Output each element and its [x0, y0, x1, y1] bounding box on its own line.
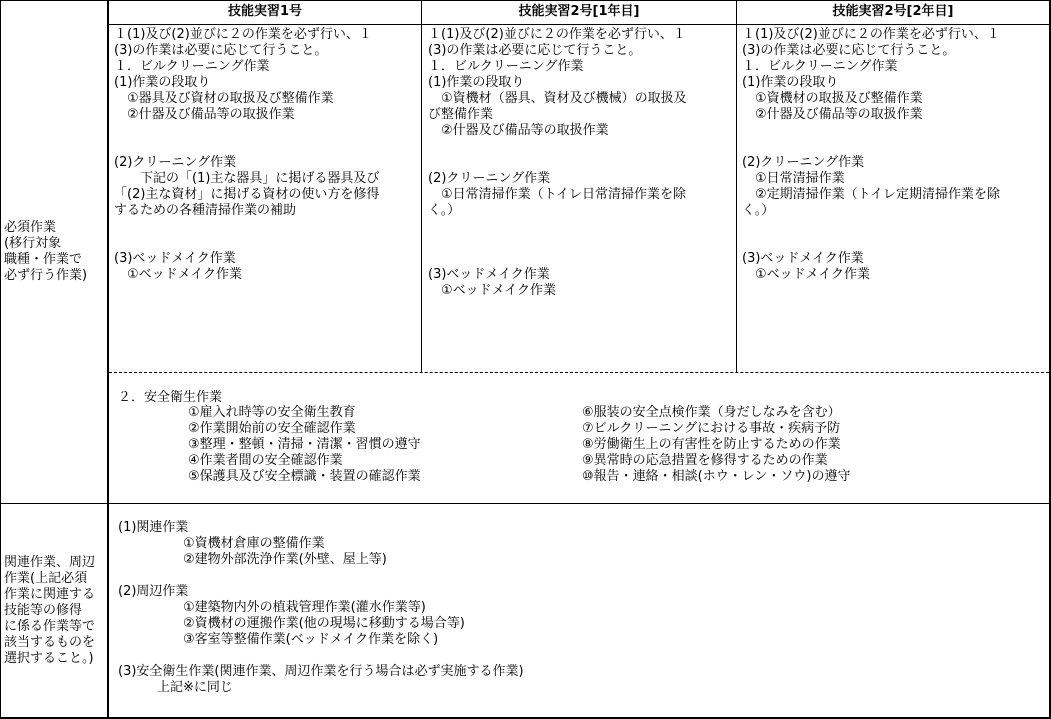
related-content: (1)関連作業 ①資機材倉庫の整備作業 ②建物外部洗浄作業(外壁、屋上等) (2)周辺作業 ①建築物内外の植栽管理作業(灌水作業等) ②資機材の運搬作業(他の現場に移動する場合等) ③客室等整備作業(ベッドメイク作業を除く) (3)安全衛生作業(関連作業、周辺作業を行う場合は必ず実施する作業) 上記※に同じ — [118, 520, 524, 695]
header-col3: 技能実習2号[2年目] — [832, 4, 954, 19]
header-col2: 技能実習2号[1年目] — [518, 4, 640, 19]
safety-list-right: ⑥服装の安全点検作業（身だしなみを含む） ⑦ビルクリーニングにおける事故・疾病予防 ⑧労働衛生上の有害性を防止するための作業 ⑨異常時の応急措置を修得するための作業 ⑩報告・連絡・相談(ホウ・レン・ソウ)の遵守 — [582, 405, 851, 484]
table-border-left — [0, 0, 1, 719]
col2-content: １(1)及び(2)並びに２の作業を必ず行い、１ (3)の作業は必要に応じて行うこと。 １．ビルクリーニング作業 (1)作業の段取り ①資機材（器具、資材及び機械）の取扱及 び整備作業 ②什器及び備品等の取扱作業 (2)クリーニング作業 ①日常清掃作業（トイレ日常清掃作業を除 く。） (3)ベッドメイク作業 ①ベッドメイク作業 — [428, 27, 687, 298]
col3-content: １(1)及び(2)並びに２の作業を必ず行い、１ (3)の作業は必要に応じて行うこと。 １．ビルクリーニング作業 (1)作業の段取り ①資機材の取扱及び整備作業 ②什器及び備品等の取扱作業 (2)クリーニング作業 ①日常清掃作業 ②定期清掃作業（トイレ定期清掃作業を除 く。） (3)ベッドメイク作業 ①ベッドメイク作業 — [742, 27, 1001, 282]
header-col1: 技能実習1号 — [227, 4, 303, 19]
label-required-work: 必須作業 (移行対象 職種・作業で 必ず行う作業) — [4, 220, 88, 283]
safety-title: ２．安全衛生作業 — [118, 390, 223, 405]
safety-list-left: ①雇入れ時等の安全衛生教育 ②作業開始前の安全確認作業 ③整理・整頓・清掃・清潔・習慣の遵守 ④作業者間の安全確認作業 ⑤保護具及び安全標識・装置の確認作業 — [188, 405, 421, 484]
section-divider-line — [0, 503, 1051, 504]
col1-col2-divider — [421, 0, 422, 372]
label-column-line — [107, 0, 109, 719]
label-related-work: 関連作業、周辺 作業(上記必須 作業に関連する 技能等の修得 に係る作業等で 該当するものを 選択すること。) — [4, 555, 96, 666]
safety-dashed-divider — [109, 372, 1049, 373]
col1-content: １(1)及び(2)並びに２の作業を必ず行い、１ (3)の作業は必要に応じて行うこと。 １．ビルクリーニング作業 (1)作業の段取り ①器具及び資材の取扱及び整備作業 ②什器及び備品等の取扱作業 (2)クリーニング作業 下記の「(1)主な器具」に掲げる器具及び 「(2)主な資材」に掲げる資材の使い方を修得 するための各種清掃作業の補助 (3)ベッドメイク作業 ①ベッドメイク作業 — [114, 27, 380, 282]
table-border-top — [0, 0, 1051, 1]
col2-col3-divider — [736, 0, 737, 372]
header-bottom-line — [108, 24, 1051, 25]
